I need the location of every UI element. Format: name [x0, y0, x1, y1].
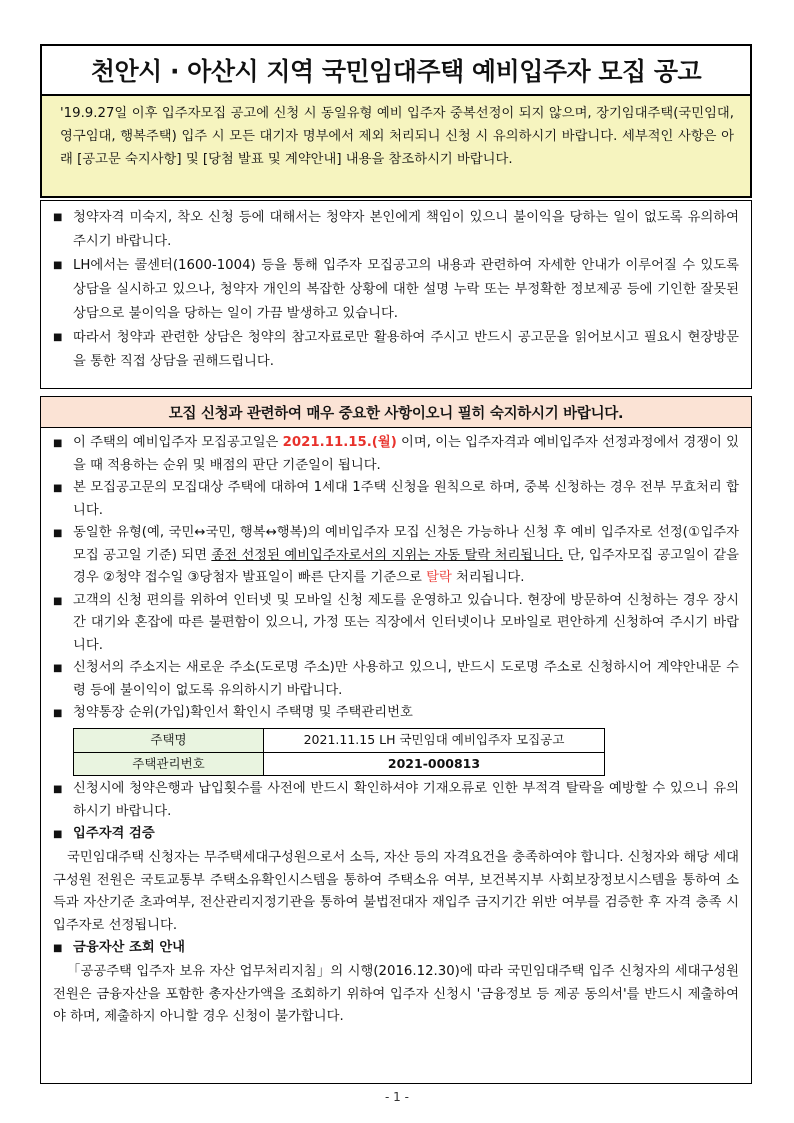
housing-info-table: [73, 728, 605, 776]
one-house-rule-text: 본 모집공고문의 모집대상 주택에 대하여 1세대 1주택 신청을 원칙으로 하며, 중복 신청하는 경우 전부 무효처리 합니다.: [73, 480, 739, 518]
bullet-square-icon: ■: [53, 784, 63, 795]
list-item: [53, 254, 739, 326]
text-segment: 동일한 유형(예, 국민↔국민, 행복↔행복)의 예비입주자 모집 신청은 가능하나 신청 후 예비 입주자로 선정(①입주자모집 공고일 기준) 되면: [73, 525, 739, 563]
notice-yellow-box: [40, 96, 752, 198]
underlined-text: 종전 선정된 예비입주자로서의 지위는 자동 탈락 처리됩니다.: [211, 547, 564, 563]
title-box: [40, 44, 752, 96]
finance-text: 「공공주택 입주자 보유 자산 업무처리지침」의 시행(2016.12.30)에 따라 국민임대주택 입주 신청자의 세대구성원 전원은 금융자산을 포함한 총자산가액을 조회하기 위하여 입주자 신청시 '금융정보 등 제공 동의서'를 반드시 제출하여야 하며, 제출하지 아니할 경우 신청이 불가합니다.: [53, 964, 739, 1024]
list-item: [53, 522, 739, 590]
verify-heading: 입주자격 검증: [73, 826, 155, 841]
bullet-square-icon: ■: [53, 438, 63, 449]
text-segment: 이며, 이는 입주자격과 예비입주자 선정과정에서 경쟁이 있을 때 적용하는 순위 및 배점의 판단 기준일이 됩니다.: [73, 435, 739, 473]
verify-text: 국민임대주택 신청자는 무주택세대구성원으로서 소득, 자산 등의 자격요건을 충족하여야 합니다. 신청자와 해당 세대구성원 전원은 국토교통부 주택소유확인시스템을 통하여 주택소유 여부, 보건복지부 사회보장정보시스템을 통하여 소득과 자산기준 초과여부, 전산관리지정기관을 통하여 불법전대자 재입주 금지기간 위반 여부를 검증한 후 자격 충족 시 입주자로 선정됩니다.: [53, 850, 739, 933]
bullet-square-icon: ■: [53, 483, 63, 494]
table-row: [74, 729, 605, 753]
list-item: [53, 477, 739, 522]
announcement-date-text: [73, 432, 739, 477]
table-row: [74, 752, 605, 776]
bullet-square-icon: ■: [53, 663, 63, 674]
bullet-square-icon: ■: [53, 528, 63, 539]
text-segment: 단, 입주자모집 공고일이 같을 경우 ②청약 접수일 ③당첨자 발표일이 빠른 단지를 기준으로: [73, 547, 739, 585]
address-rule-text: 신청서의 주소지는 새로운 주소(도로명 주소)만 사용하고 있으니, 반드시 도로명 주소로 신청하시어 계약안내문 수령 등에 불이익이 없도록 유의하시기 바랍니다.: [73, 660, 739, 698]
highlight-red-text: 탈락: [426, 570, 452, 585]
bullet-square-icon: ■: [53, 332, 63, 343]
bullet-square-icon: ■: [53, 212, 63, 223]
bank-check-text: 신청시에 청약은행과 납입횟수를 사전에 반드시 확인하셔야 기재오류로 인한 부적격 탈락을 예방할 수 있으니 유의하시기 바랍니다.: [73, 781, 739, 819]
text-segment: 이 주택의 예비입주자 모집공고일은: [73, 435, 283, 450]
list-item: [53, 937, 739, 961]
list-item: [53, 823, 739, 847]
announcement-date: 2021.11.15.(월): [282, 435, 397, 450]
caution-text: LH에서는 콜센터(1600-1004) 등을 통해 입주자 모집공고의 내용과 관련하여 자세한 안내가 이루어질 수 있도록 상담을 실시하고 있으나, 청약자 개인의 복잡한 상황에 대한 설명 누락 또는 부정확한 정보제공 등에 기인한 잘못된 상담으로 불이익을 당하는 일이 가끔 발생하고 있습니다.: [73, 258, 739, 321]
section-header: 모집 신청과 관련하여 매우 중요한 사항이오니 필히 숙지하시기 바랍니다.: [41, 397, 751, 428]
list-item: [53, 702, 739, 726]
account-check-text: 청약통장 순위(가입)확인서 확인시 주택명 및 주택관리번호: [73, 705, 413, 720]
list-item: [53, 657, 739, 702]
finance-heading: 금융자산 조회 안내: [73, 940, 186, 955]
bullet-square-icon: ■: [53, 260, 63, 271]
bullet-square-icon: ■: [53, 708, 63, 719]
list-item: [53, 206, 739, 254]
housing-name-cell: 2021.11.15 LH 국민임대 예비입주자 모집공고: [264, 729, 605, 753]
list-item: [53, 326, 739, 374]
housing-number-cell: 2021-000813: [264, 752, 605, 776]
text-segment: 처리됩니다.: [451, 570, 525, 585]
duplicate-rule-text: [73, 522, 739, 590]
bullet-square-icon: ■: [53, 595, 63, 607]
bullet-square-icon: ■: [53, 829, 63, 840]
list-item: [53, 778, 739, 823]
caution-text: 청약자격 미숙지, 착오 신청 등에 대해서는 청약자 본인에게 책임이 있으니 불이익을 당하는 일이 없도록 유의하여 주시기 바랍니다.: [73, 210, 739, 249]
online-application-text: 고객의 신청 편의를 위하여 인터넷 및 모바일 신청 제도를 운영하고 있습니다. 현장에 방문하여 신청하는 경우 장시간 대기와 혼잡에 따른 불편함이 있으니, 가정 또는 직장에서 인터넷이나 모바일로 편안하게 신청하여 주시기 바랍니다.: [73, 592, 739, 653]
page-number: - 1 -: [385, 1090, 409, 1104]
table-header-cell: 주택관리번호: [74, 752, 264, 776]
list-item: [53, 590, 739, 658]
bullet-square-icon: ■: [53, 943, 63, 954]
caution-box: [40, 200, 752, 389]
caution-text: 따라서 청약과 관련한 상담은 청약의 참고자료로만 활용하여 주시고 반드시 공고문을 읽어보시고 필요시 현장방문을 통한 직접 상담을 권해드립니다.: [73, 330, 739, 369]
page-title: 천안시 · 아산시 지역 국민임대주택 예비입주자 모집 공고: [90, 57, 702, 86]
notice-text: '19.9.27일 이후 입주자모집 공고에 신청 시 동일유형 예비 입주자 중복선정이 되지 않으며, 장기임대주택(국민임대, 영구임대, 행복주택) 입주 시 모든 대기자 명부에서 제외 처리되니 신청 시 유의하시기 바랍니다. 세부적인 사항은 아래 [공고문 숙지사항] 및 [당첨 발표 및 계약안내] 내용을 참조하시기 바랍니다.: [60, 106, 734, 167]
table-header-cell: 주택명: [74, 729, 264, 753]
important-notice-section: [40, 396, 752, 1084]
section-body: [41, 428, 751, 1029]
list-item: [53, 432, 739, 477]
